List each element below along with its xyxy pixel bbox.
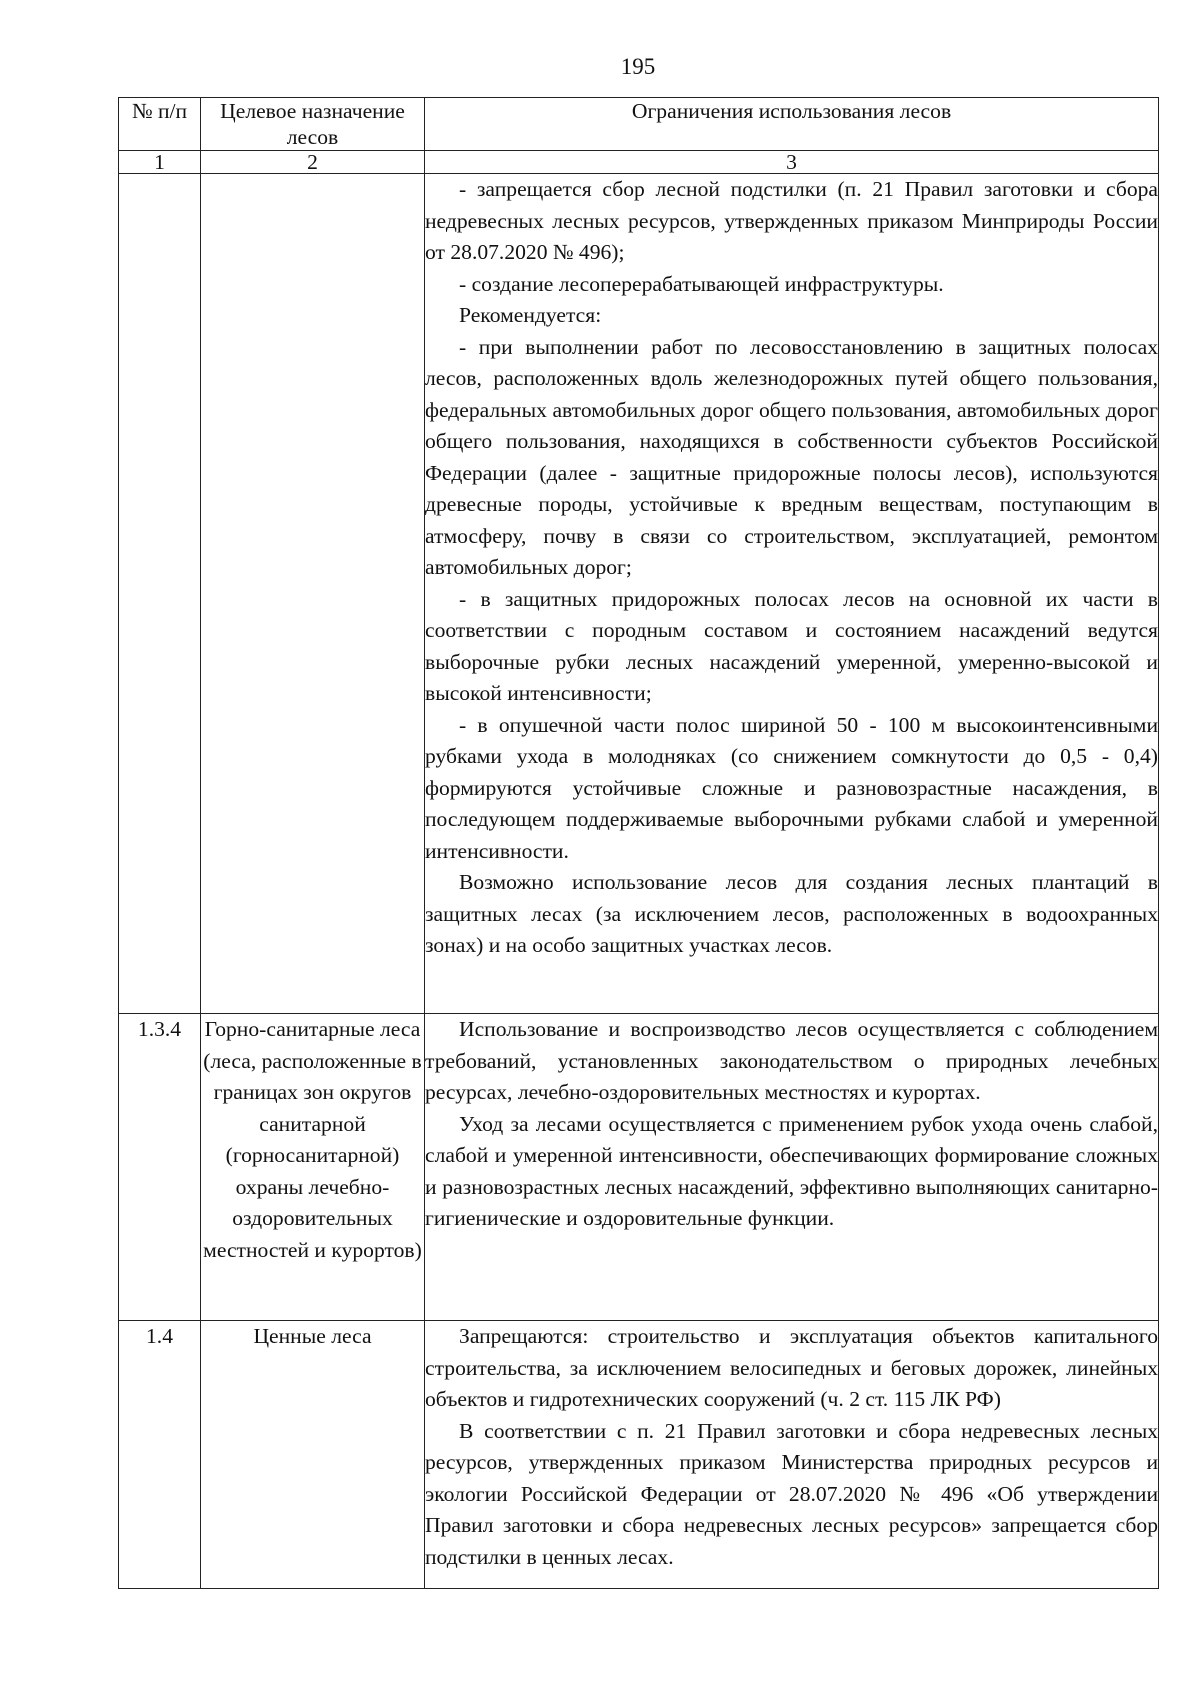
restriction-paragraph: Использование и воспроизводство лесов осуществляется с соблюдением требований, установленных законодательством о природных лечебных ресурсах, лечебно-оздоровительных местностях и курортах. <box>425 1017 1158 1104</box>
restriction-paragraph: Возможно использование лесов для создания лесных плантаций в защитных лесах (за исключением лесов, расположенных в водоохранных зонах) и на особо защитных участках лесов. <box>425 870 1158 957</box>
row-purpose <box>201 174 425 1014</box>
column-number-row <box>119 151 1159 174</box>
header-number: № п/п <box>119 98 201 151</box>
table-row <box>119 174 1159 1014</box>
restriction-paragraph: - в защитных придорожных полосах лесов на основной их части в соответствии с породным составом и состоянием насаждений ведутся выборочные рубки лесных насаждений умеренной, умеренно-высокой и высокой интенсивности; <box>425 586 1158 705</box>
column-number-2: 2 <box>201 151 425 174</box>
header-purpose: Целевое назначение лесов <box>201 98 425 151</box>
row-number <box>119 174 201 1014</box>
restriction-paragraph: В соответствии с п. 21 Правил заготовки и сбора недревесных лесных ресурсов, утвержденных приказом Министерства природных ресурсов и экологии Российской Федерации от 28.07.2020 № 496 «Об утверждении Правил заготовки и сбора недревесных лесных ресурсов» запрещается сбор подстилки в ценных лесах. <box>425 1418 1158 1569</box>
row-restrictions <box>425 174 1159 1014</box>
table-header-row <box>119 98 1159 151</box>
row-number: 1.4 <box>119 1321 201 1589</box>
page-number: 195 <box>620 54 656 79</box>
row-restrictions <box>425 1321 1159 1589</box>
restriction-paragraph: Запрещаются: строительство и эксплуатация объектов капитального строительства, за исключением велосипедных и беговых дорожек, линейных объектов и гидротехнических сооружений (ч. 2 ст. 115 ЛК РФ) <box>425 1324 1158 1411</box>
table-row <box>119 1321 1159 1589</box>
restriction-paragraph: - в опушечной части полос шириной 50 - 100 м высокоинтенсивными рубками ухода в молодняках (со снижением сомкнутости до 0,5 - 0,4) формируются устойчивые сложные и разновозрастные насаждения, в последующем поддерживаемые выборочными рубками слабой и умеренной интенсивности. <box>425 712 1158 863</box>
header-restrictions: Ограничения использования лесов <box>425 98 1159 151</box>
restriction-paragraph: Рекомендуется: <box>459 303 602 327</box>
row-purpose: Ценные леса <box>201 1321 425 1589</box>
row-number: 1.3.4 <box>119 1014 201 1321</box>
restriction-paragraph: - запрещается сбор лесной подстилки (п. 21 Правил заготовки и сбора недревесных лесных ресурсов, утвержденных приказом Минприроды России от 28.07.2020 № 496); <box>425 177 1158 264</box>
restriction-paragraph: Уход за лесами осуществляется с применением рубок ухода очень слабой, слабой и умеренной интенсивности, обеспечивающих формирование сложных и разновозрастных лесных насаждений, эффективно выполняющих санитарно-гигиенические и оздоровительные функции. <box>425 1111 1158 1230</box>
restriction-paragraph: - при выполнении работ по лесовосстановлению в защитных полосах лесов, расположенных вдоль железнодорожных путей общего пользования, федеральных автомобильных дорог общего пользования, автомобильных дорог общего пользования, находящихся в собственности субъектов Российской Федерации (далее - защитные придорожные полосы лесов), используются древесные породы, устойчивые к вредным веществам, поступающим в атмосферу, почву в связи со строительством, эксплуатацией, ремонтом автомобильных дорог; <box>425 334 1158 579</box>
table-row <box>119 1014 1159 1321</box>
row-purpose: Горно-санитарные леса (леса, расположенные в границах зон округов санитарной (горносанитарной) охраны лечебно-оздоровительных местностей и курортов) <box>201 1014 425 1321</box>
column-number-3: 3 <box>425 151 1159 174</box>
forest-restrictions-table <box>118 97 1159 1589</box>
restriction-paragraph: - создание лесоперерабатывающей инфраструктуры. <box>459 271 944 296</box>
row-restrictions <box>425 1014 1159 1321</box>
column-number-1: 1 <box>119 151 201 174</box>
